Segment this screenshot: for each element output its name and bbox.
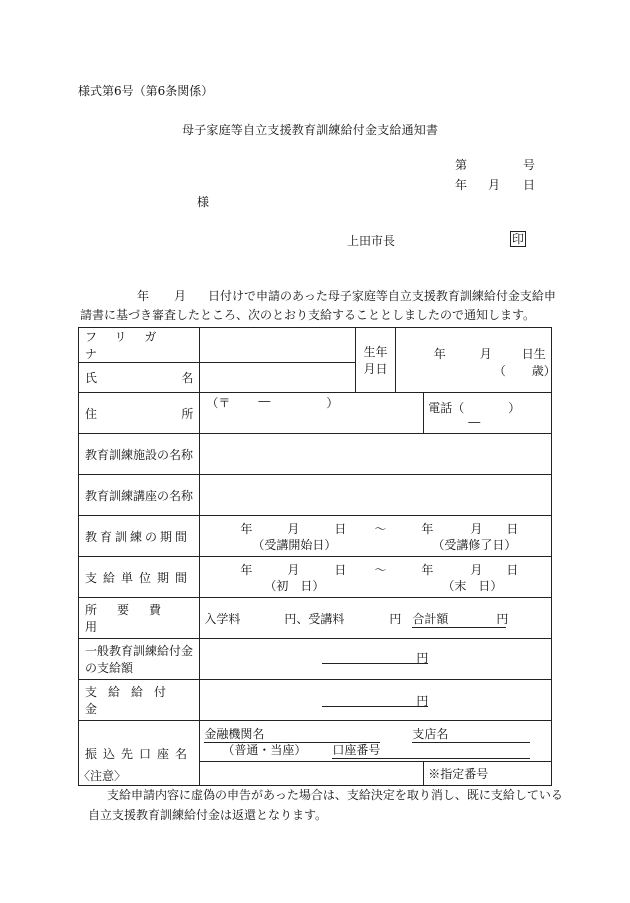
birthdate-label: 生年 月日 — [356, 328, 395, 393]
phone-field[interactable]: 電話（ ） ― — [424, 393, 552, 434]
furigana-field[interactable] — [200, 328, 356, 363]
furigana-label — [79, 328, 200, 363]
date-month: 月 — [488, 178, 501, 192]
training-period-label: 教育訓練の期間 — [79, 516, 200, 557]
name-label: 氏 名 — [79, 363, 200, 393]
date-day: 日 — [523, 178, 536, 192]
general-benefit-label: 一般教育訓練給付金 の支給額 — [79, 639, 200, 680]
facility-field[interactable] — [200, 434, 552, 475]
address-field[interactable]: （〒 ― ） — [200, 393, 424, 434]
benefit-field[interactable]: 円 — [200, 680, 552, 721]
blank-cell — [200, 762, 424, 786]
training-period-field[interactable]: 年 月 日 ～ 年 月 日 （受講開始日） （受講修了日） — [200, 516, 552, 557]
account-label: 振込先口座名 — [79, 721, 200, 786]
birthdate-field[interactable]: 年 月 日生 （ 歳） — [395, 328, 551, 393]
date-year: 年 — [455, 178, 468, 192]
general-benefit-field[interactable]: 円 — [200, 639, 552, 680]
notes-line2: 自立支援教育訓練給付金は返還となります。 — [88, 808, 328, 822]
body-line1: 日付けで申請のあった母子家庭等自立支援教育訓練給付金支給申 — [208, 289, 556, 303]
notes-heading: 〈注意〉 — [78, 769, 127, 783]
recipient-sama: 様 — [197, 195, 210, 209]
notes-line1: 支給申請内容に虚偽の申告があった場合は、支給決定を取り消し、既に支給している — [107, 788, 563, 802]
facility-label: 教育訓練施設の名称 — [79, 434, 200, 475]
furigana-text: フリガナ — [85, 330, 175, 361]
number-go: 号 — [523, 158, 536, 172]
document-title: 母子家庭等自立支援教育訓練給付金支給通知書 — [182, 123, 439, 137]
name-field[interactable] — [200, 363, 356, 393]
benefit-table — [78, 327, 556, 786]
seal-mark: 印 — [512, 232, 525, 246]
body-line2: 請書に基づき審査したところ、次のとおり支給することとしましたので通知します。 — [80, 308, 536, 322]
designated-number-cell[interactable]: ※指定番号 — [424, 762, 552, 786]
account-field[interactable]: 金融機関名 支店名 （普通・当座） 口座番号 — [200, 721, 552, 762]
body-month: 月 — [174, 289, 187, 303]
payment-period-label: 支給単位期間 — [79, 557, 200, 598]
cost-field[interactable]: 入学料 円、受講料 円 合計額 円 — [200, 598, 552, 639]
course-label: 教育訓練講座の名称 — [79, 475, 200, 516]
cost-label: 所要費用 — [79, 598, 200, 639]
address-label: 住 所 — [79, 393, 200, 434]
payment-period-field[interactable]: 年 月 日 ～ 年 月 日 （初 日） （末 日） — [200, 557, 552, 598]
benefit-label: 支給給付金 — [79, 680, 200, 721]
number-dai: 第 — [455, 158, 468, 172]
form-number: 様式第6号（第6条関係） — [78, 84, 214, 98]
body-year: 年 — [137, 289, 150, 303]
issuer-name: 上田市長 — [347, 234, 396, 248]
course-field[interactable] — [200, 475, 552, 516]
